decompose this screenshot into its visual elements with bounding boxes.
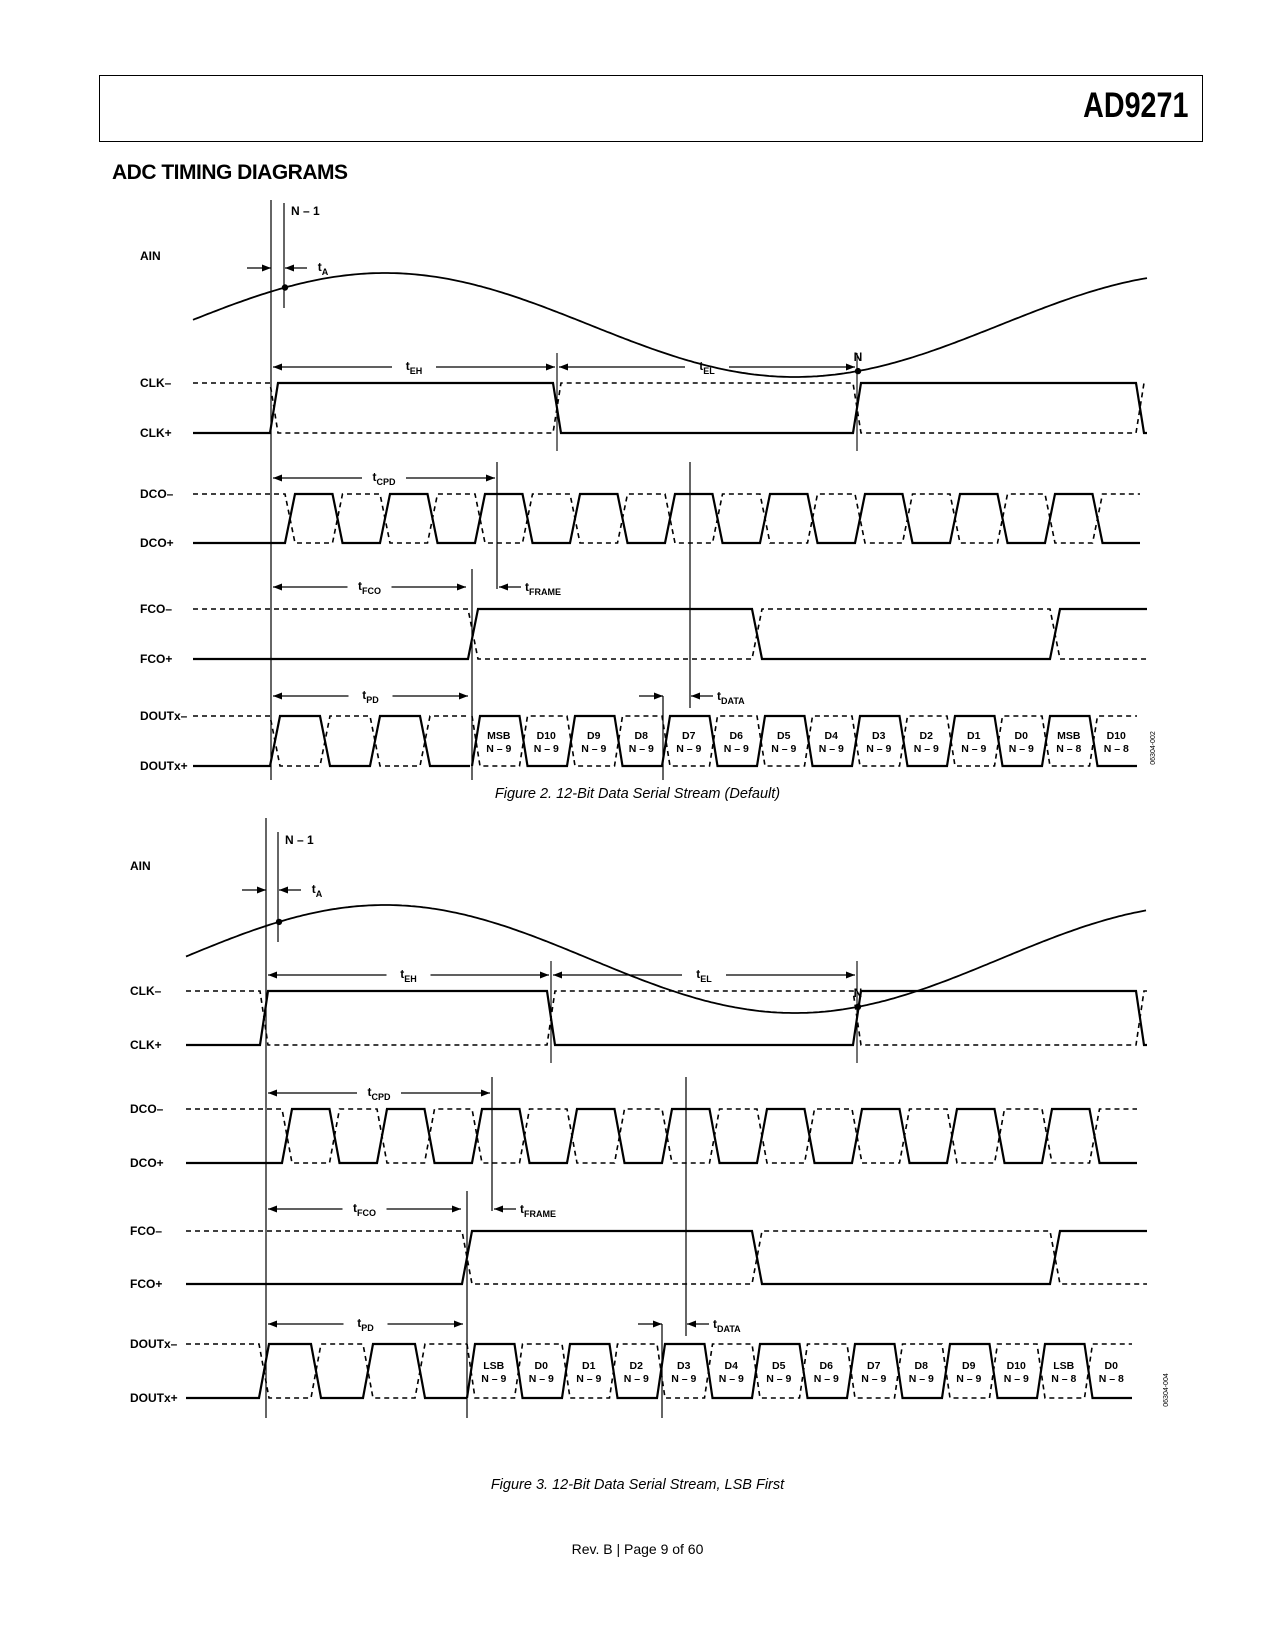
bit-label-sample: N – 8 <box>1056 743 1082 755</box>
bit-label-name: D0 <box>534 1360 548 1372</box>
signal-label-dout-minus: DOUTx– <box>130 1337 178 1351</box>
bit-label-sample: N – 9 <box>576 1373 602 1385</box>
dout-lead-negative-trace <box>186 1344 467 1398</box>
bit-label-name: D6 <box>819 1360 833 1372</box>
fco-positive-trace <box>186 1231 1147 1284</box>
dout-data-positive-trace <box>472 716 1137 766</box>
figure-code: 06304-002 <box>1150 731 1157 765</box>
arrow-head <box>459 693 468 700</box>
bit-label-sample: N – 9 <box>1003 1373 1029 1385</box>
signal-label-fco-minus: FCO– <box>130 1224 163 1238</box>
bit-label-sample: N – 9 <box>671 1373 697 1385</box>
signal-label-ain: AIN <box>130 859 151 873</box>
dout-data-positive-trace <box>467 1344 1132 1398</box>
sample-point-n <box>855 368 861 374</box>
sample-label-n-minus-1: N – 1 <box>291 204 320 218</box>
sample-label-n: N <box>853 350 863 365</box>
bit-label-name: D10 <box>1006 1360 1026 1372</box>
signal-label-dco-minus: DCO– <box>130 1102 164 1116</box>
arrow-head <box>268 1090 277 1097</box>
clk-negative-trace <box>186 991 1147 1045</box>
bit-label-name: D2 <box>919 730 933 742</box>
arrow-head <box>546 364 555 371</box>
bit-label-sample: N – 8 <box>1051 1373 1077 1385</box>
bit-label-sample: N – 9 <box>533 743 559 755</box>
arrow-head <box>257 887 266 894</box>
signal-label-fco-plus: FCO+ <box>130 1277 163 1291</box>
arrow-head <box>268 1206 277 1213</box>
bit-label-name: D0 <box>1014 730 1028 742</box>
timing-tel-label: $t_{EL}$ <box>699 359 715 376</box>
signal-label-dout-minus: DOUTx– <box>140 709 188 723</box>
bit-label-name: D0 <box>1104 1360 1118 1372</box>
arrow-head <box>285 265 294 272</box>
signal-label-dout-plus: DOUTx+ <box>140 759 188 773</box>
arrow-head <box>273 364 282 371</box>
arrow-head <box>279 887 288 894</box>
bit-label-sample: N – 9 <box>486 743 512 755</box>
dco-positive-trace <box>186 1109 1137 1163</box>
bit-label-name: D10 <box>1106 730 1126 742</box>
bit-label-sample: N – 9 <box>766 1373 792 1385</box>
bit-label-sample: N – 9 <box>481 1373 507 1385</box>
bit-label-name: D3 <box>677 1360 691 1372</box>
arrow-head <box>268 1321 277 1328</box>
figure-3-caption: Figure 3. 12-Bit Data Serial Stream, LSB First <box>490 1477 785 1493</box>
bit-label-name: D4 <box>824 730 838 742</box>
timing-tel-label: $t_{EL}$ <box>696 967 712 984</box>
timing-tframe-label: $t_{FRAME}$ <box>525 580 561 597</box>
fco-positive-trace <box>193 609 1147 659</box>
bit-label-name: D1 <box>582 1360 596 1372</box>
sample-label-n: N <box>853 985 863 1000</box>
bit-label-name: MSB <box>487 730 511 742</box>
clk-positive-trace <box>186 991 1147 1045</box>
bit-label-sample: N – 9 <box>676 743 702 755</box>
bit-label-name: D10 <box>536 730 556 742</box>
timing-tdata-label: $t_{DATA}$ <box>713 1317 741 1334</box>
arrow-head <box>454 1321 463 1328</box>
arrow-head <box>457 584 466 591</box>
timing-tfco-label: $t_{FCO}$ <box>353 1201 376 1218</box>
arrow-head <box>268 972 277 979</box>
arrow-head <box>481 1090 490 1097</box>
arrow-head <box>499 584 508 591</box>
signal-label-dco-minus: DCO– <box>140 487 174 501</box>
bit-label-sample: N – 9 <box>961 743 987 755</box>
sample-point-n-minus-1 <box>282 284 288 290</box>
signal-label-clk-minus: CLK– <box>130 984 162 998</box>
signal-label-fco-minus: FCO– <box>140 602 173 616</box>
bit-label-sample: N – 9 <box>866 743 892 755</box>
bit-label-sample: N – 9 <box>818 743 844 755</box>
bit-label-sample: N – 9 <box>861 1373 887 1385</box>
ain-waveform <box>193 273 1147 377</box>
bit-label-sample: N – 9 <box>628 743 654 755</box>
bit-label-sample: N – 9 <box>1008 743 1034 755</box>
arrow-head <box>846 972 855 979</box>
timing-tcpd-label: $t_{CPD}$ <box>367 1085 391 1102</box>
timing-tframe-label: $t_{FRAME}$ <box>520 1202 556 1219</box>
timing-diagram-figure-3 <box>0 818 1275 1458</box>
bit-label-sample: N – 9 <box>581 743 607 755</box>
signal-label-fco-plus: FCO+ <box>140 652 173 666</box>
bit-label-sample: N – 8 <box>1098 1373 1124 1385</box>
bit-label-sample: N – 9 <box>718 1373 744 1385</box>
bit-label-name: D7 <box>867 1360 881 1372</box>
bit-label-name: D3 <box>872 730 886 742</box>
arrow-head <box>262 265 271 272</box>
ain-waveform <box>186 905 1146 1013</box>
arrow-head <box>559 364 568 371</box>
arrow-head <box>452 1206 461 1213</box>
timing-tpd-label: $t_{PD}$ <box>362 688 379 705</box>
bit-label-name: D8 <box>634 730 648 742</box>
bit-label-name: D1 <box>967 730 981 742</box>
clk-negative-trace <box>193 383 1147 433</box>
dco-negative-trace <box>186 1109 1137 1163</box>
arrow-head <box>687 1321 696 1328</box>
signal-label-dco-plus: DCO+ <box>130 1156 164 1170</box>
part-number: AD9271 <box>1082 86 1188 125</box>
arrow-head <box>654 693 663 700</box>
signal-label-dco-plus: DCO+ <box>140 536 174 550</box>
bit-label-sample: N – 9 <box>623 1373 649 1385</box>
bit-label-name: D5 <box>772 1360 786 1372</box>
bit-label-sample: N – 8 <box>1103 743 1129 755</box>
timing-teh-label: $t_{EH}$ <box>400 967 417 984</box>
timing-tfco-label: $t_{FCO}$ <box>358 579 381 596</box>
clk-positive-trace <box>193 383 1147 433</box>
timing-tdata-label: $t_{DATA}$ <box>717 689 745 706</box>
arrow-head <box>273 584 282 591</box>
bit-label-name: D2 <box>629 1360 643 1372</box>
timing-tcpd-label: $t_{CPD}$ <box>372 470 396 487</box>
arrow-head <box>486 475 495 482</box>
timing-tpd-label: $t_{PD}$ <box>357 1316 374 1333</box>
bit-label-name: D8 <box>914 1360 928 1372</box>
bit-label-sample: N – 9 <box>913 743 939 755</box>
bit-label-name: D6 <box>729 730 743 742</box>
arrow-head <box>494 1206 503 1213</box>
signal-label-clk-plus: CLK+ <box>140 426 172 440</box>
bit-label-name: D4 <box>724 1360 738 1372</box>
dco-positive-trace <box>193 494 1140 543</box>
figure-2-caption: Figure 2. 12-Bit Data Serial Stream (Default) <box>494 786 781 802</box>
figure-code: 06304-004 <box>1163 1373 1170 1407</box>
fco-negative-trace <box>193 609 1147 659</box>
timing-teh-label: $t_{EH}$ <box>405 359 423 376</box>
bit-label-name: D9 <box>587 730 601 742</box>
arrow-head <box>273 475 282 482</box>
arrow-head <box>553 972 562 979</box>
signal-label-clk-plus: CLK+ <box>130 1038 162 1052</box>
arrow-head <box>691 693 700 700</box>
arrow-head <box>653 1321 662 1328</box>
bit-label-name: LSB <box>1053 1360 1075 1372</box>
section-title: ADC TIMING DIAGRAMS <box>112 161 348 184</box>
bit-label-name: MSB <box>1057 730 1081 742</box>
timing-label-ta: $t_A$ <box>317 260 329 277</box>
timing-label-ta: $t_A$ <box>311 882 323 899</box>
bit-label-sample: N – 9 <box>528 1373 554 1385</box>
arrow-head <box>273 693 282 700</box>
signal-label-clk-minus: CLK– <box>140 376 172 390</box>
bit-label-name: D5 <box>777 730 791 742</box>
sample-point-n-minus-1 <box>276 919 282 925</box>
bit-label-sample: N – 9 <box>723 743 749 755</box>
bit-label-sample: N – 9 <box>813 1373 839 1385</box>
arrow-head <box>540 972 549 979</box>
dout-lead-positive-trace <box>186 1344 467 1398</box>
bit-label-name: D7 <box>682 730 696 742</box>
page-footer: Rev. B | Page 9 of 60 <box>571 1541 704 1557</box>
fco-negative-trace <box>186 1231 1147 1284</box>
bit-label-sample: N – 9 <box>908 1373 934 1385</box>
arrow-head <box>846 364 855 371</box>
bit-label-name: D9 <box>962 1360 976 1372</box>
bit-label-name: LSB <box>483 1360 505 1372</box>
signal-label-ain: AIN <box>140 249 161 263</box>
bit-label-sample: N – 9 <box>956 1373 982 1385</box>
header-box <box>99 75 1203 142</box>
dout-lead-positive-trace <box>193 716 470 766</box>
sample-label-n-minus-1: N – 1 <box>285 833 314 847</box>
signal-label-dout-plus: DOUTx+ <box>130 1391 178 1405</box>
bit-label-sample: N – 9 <box>771 743 797 755</box>
timing-diagram-figure-2 <box>0 190 1275 790</box>
